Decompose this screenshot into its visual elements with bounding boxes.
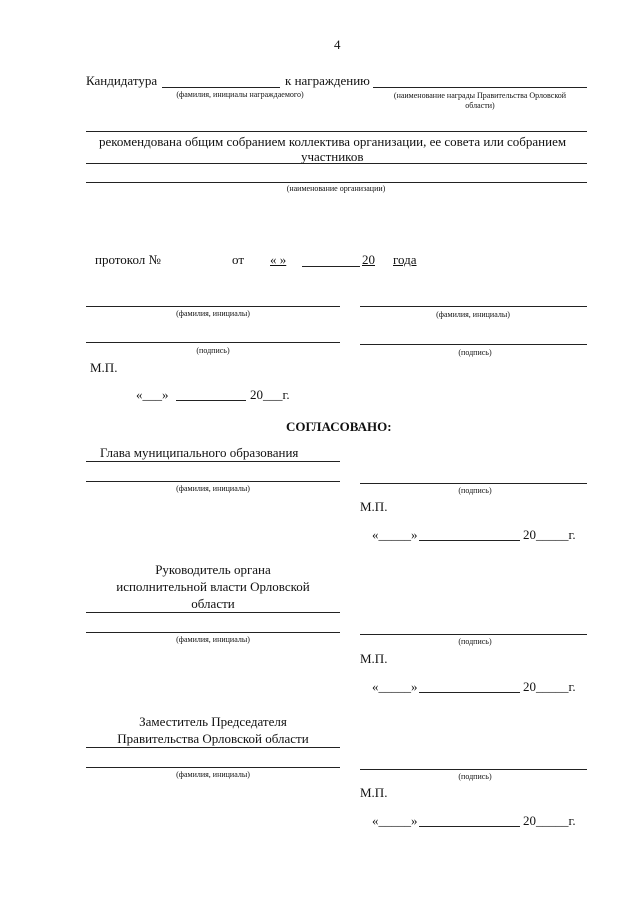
- organization-caption: (наименование организации): [286, 184, 386, 193]
- protocol-year[interactable]: 20: [362, 252, 375, 267]
- approver-3-date-year[interactable]: 20_____г.: [523, 813, 576, 828]
- approver-1-date-open[interactable]: «_____»: [372, 527, 418, 542]
- agreed-title: СОГЛАСОВАНО:: [286, 419, 392, 434]
- protocol-year-suffix: года: [393, 252, 417, 267]
- protocol-month-line[interactable]: [302, 266, 360, 267]
- right-signature-caption-1: (подпись): [458, 348, 492, 357]
- approver-1-title-underline: [86, 461, 340, 462]
- approver-1-title: Глава муниципального образования: [100, 445, 299, 460]
- award-caption-2: области): [465, 101, 495, 110]
- approver-1-signature-line[interactable]: [360, 483, 587, 484]
- award-caption-1: (наименование награды Правительства Орловской: [393, 91, 567, 100]
- right-signature-line-1[interactable]: [360, 344, 587, 345]
- approver-2-date-open[interactable]: «_____»: [372, 679, 418, 694]
- approver-3-title-2: Правительства Орловской области: [117, 731, 309, 746]
- recommendation-line-2: участников: [301, 149, 364, 164]
- approver-3-name-line[interactable]: [86, 767, 340, 768]
- first-date-open[interactable]: «___»: [136, 387, 169, 402]
- approver-2-title-3: области: [191, 596, 235, 611]
- left-signature-caption-1: (подпись): [196, 346, 230, 355]
- approver-3-title-1: Заместитель Председателя: [139, 714, 287, 729]
- first-date-month-line[interactable]: [176, 400, 246, 401]
- approver-2-stamp: М.П.: [360, 651, 388, 666]
- page-number: 4: [334, 37, 341, 52]
- approver-3-date-month-line[interactable]: [419, 826, 520, 827]
- recommendation-line-1: рекомендована общим собранием коллектива организации, ее совета или собранием: [99, 134, 567, 149]
- first-date-year[interactable]: 20___г.: [250, 387, 290, 402]
- approver-3-signature-caption: (подпись): [458, 772, 492, 781]
- approver-2-date-year[interactable]: 20_____г.: [523, 679, 576, 694]
- approver-2-date-month-line[interactable]: [419, 692, 520, 693]
- approver-1-signature-caption: (подпись): [458, 486, 492, 495]
- right-name-line-1[interactable]: [360, 306, 587, 307]
- approver-1-name-caption: (фамилия, инициалы): [176, 484, 250, 493]
- left-name-line-1[interactable]: [86, 306, 340, 307]
- candidate-caption: (фамилия, инициалы награждаемого): [176, 90, 304, 99]
- approver-1-date-month-line[interactable]: [419, 540, 520, 541]
- approver-2-signature-caption: (подпись): [458, 637, 492, 646]
- award-label: к награждению: [285, 73, 370, 88]
- approver-2-title-underline: [86, 612, 340, 613]
- approver-1-date-year[interactable]: 20_____г.: [523, 527, 576, 542]
- approver-2-name-caption: (фамилия, инициалы): [176, 635, 250, 644]
- approver-1-stamp: М.П.: [360, 499, 388, 514]
- left-name-caption-1: (фамилия, инициалы): [176, 309, 250, 318]
- approver-2-title-2: исполнительной власти Орловской: [116, 579, 310, 594]
- candidate-name-line[interactable]: [162, 87, 280, 88]
- approver-3-stamp: М.П.: [360, 785, 388, 800]
- protocol-from: от: [232, 252, 245, 267]
- award-name-line[interactable]: [373, 87, 587, 88]
- right-name-caption-1: (фамилия, инициалы): [436, 310, 510, 319]
- stamp-label-1: М.П.: [90, 360, 118, 375]
- organization-line-top[interactable]: [86, 131, 587, 132]
- left-signature-line-1[interactable]: [86, 342, 340, 343]
- approver-3-date-open[interactable]: «_____»: [372, 813, 418, 828]
- protocol-date-day[interactable]: « »: [270, 252, 287, 267]
- approver-3-title-underline: [86, 747, 340, 748]
- organization-line-bottom[interactable]: [86, 182, 587, 183]
- approver-2-title-1: Руководитель органа: [155, 562, 271, 577]
- candidacy-label: Кандидатура: [86, 73, 158, 88]
- approver-3-name-caption: (фамилия, инициалы): [176, 770, 250, 779]
- approver-3-signature-line[interactable]: [360, 769, 587, 770]
- approver-2-name-line[interactable]: [86, 632, 340, 633]
- protocol-label: протокол №: [95, 252, 161, 267]
- approver-2-signature-line[interactable]: [360, 634, 587, 635]
- organization-line-mid[interactable]: [86, 163, 587, 164]
- approver-1-name-line[interactable]: [86, 481, 340, 482]
